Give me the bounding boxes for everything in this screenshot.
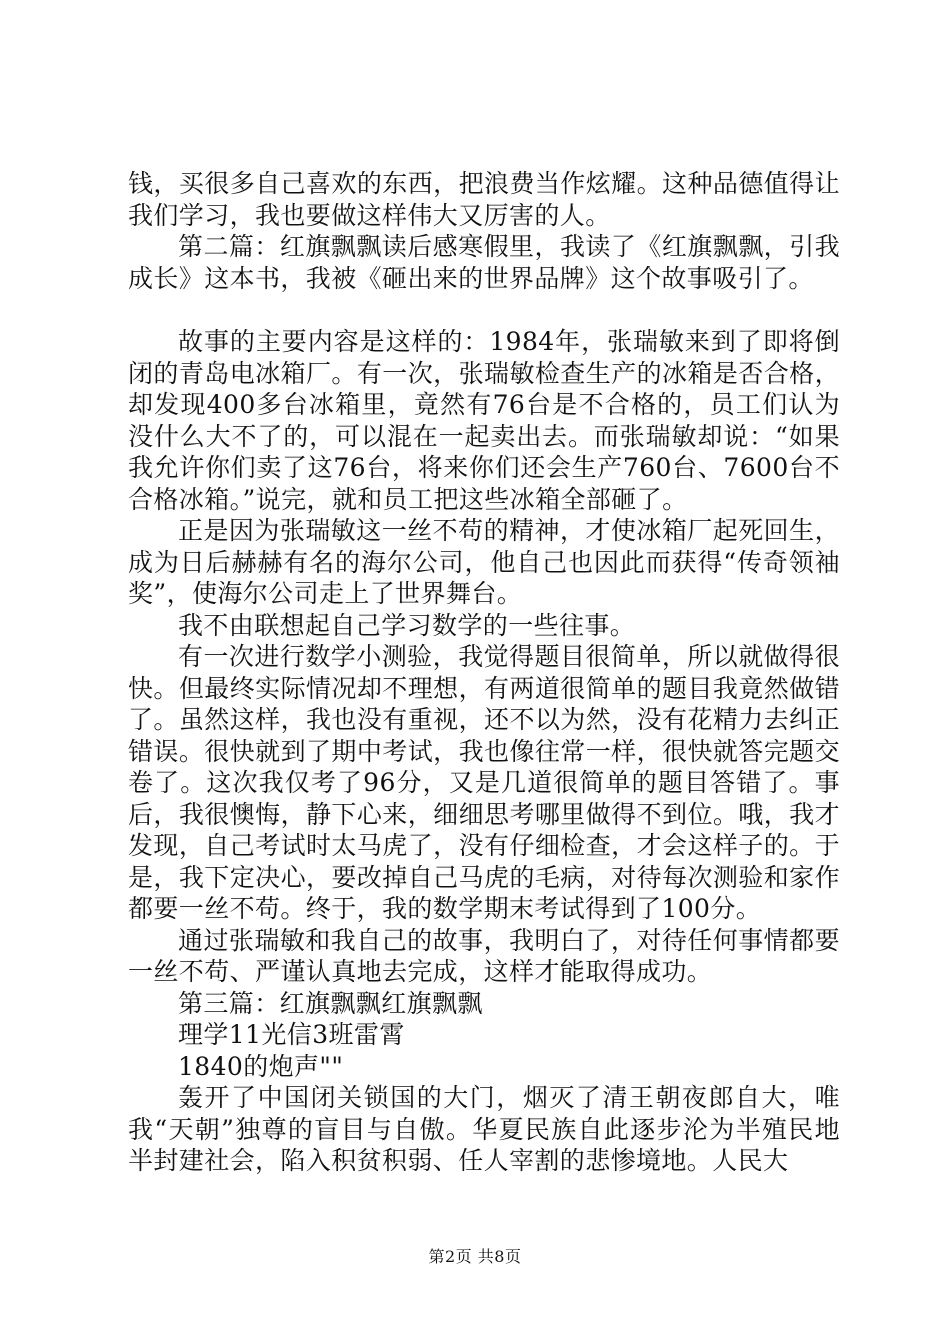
paragraph-6: 有一次进行数学小测验，我觉得题目很简单，所以就做得很快。但最终实际情况却不理想，有两道很简单的题目我竟然做错了。虽然这样，我也没有重视，还不以为然，没有花精力去纠正错误。很快就到了期中考试，我也像往常一样，很快就答完题交卷了。这次我仅考了96分，又是几道很简单的题目答错了。事后，我很懊悔，静下心来，细细思考哪里做得不到位。哦，我才发现，自己考试时太马虎了，没有仔细检查，才会这样子的。于是，我下定决心，要改掉自己马虎的毛病，对待每次测验和家作都要一丝不苟。终于，我的数学期末考试得到了100分。: [128, 642, 840, 923]
page-footer: 第2页 共8页: [428, 1247, 522, 1266]
document-body: [128, 168, 840, 1177]
subtitle-line: 1840的炮声"": [178, 1051, 344, 1081]
paragraph-gap: [128, 294, 840, 326]
paragraph-3: 故事的主要内容是这样的：1984年，张瑞敏来到了即将倒闭的青岛电冰箱厂。有一次，张瑞敏检查生产的冰箱是否合格，却发现400多台冰箱里，竟然有76台是不合格的，员工们认为没什么大不了的，可以混在一起卖出去。而张瑞敏却说：“如果我允许你们卖了这76台，将来你们还会生产760台、7600台不合格冰箱。”说完，就和员工把这些冰箱全部砸了。: [128, 327, 840, 514]
paragraph-4: 正是因为张瑞敏这一丝不苟的精神，才使冰箱厂起死回生，成为日后赫赫有名的海尔公司，他自己也因此而获得“传奇领袖奖”，使海尔公司走上了世界舞台。: [128, 516, 840, 608]
author-line: 理学11光信3班雷霄: [178, 1020, 405, 1049]
paragraph-2: 第二篇：红旗飘飘读后感寒假里，我读了《红旗飘飘，引我成长》这本书，我被《砸出来的世界品牌》这个故事吸引了。: [128, 232, 840, 293]
paragraph-7: 通过张瑞敏和我自己的故事，我明白了，对待任何事情都要一丝不苟、严谨认真地去完成，这样才能取得成功。: [128, 925, 840, 986]
section-title-3: 第三篇：红旗飘飘红旗飘飘: [178, 988, 483, 1018]
paragraph-1: 钱，买很多自己喜欢的东西，把浪费当作炫耀。这种品德值得让我们学习，我也要做这样伟大又厉害的人。: [128, 169, 840, 230]
paragraph-11: 轰开了中国闭关锁国的大门，烟灭了清王朝夜郎自大，唯我“天朝”独尊的盲目与自傲。华夏民族自此逐步沦为半殖民地半封建社会，陷入积贫积弱、任人宰割的悲惨境地。人民大: [128, 1083, 840, 1175]
paragraph-5: 我不由联想起自己学习数学的一些往事。: [178, 610, 636, 640]
